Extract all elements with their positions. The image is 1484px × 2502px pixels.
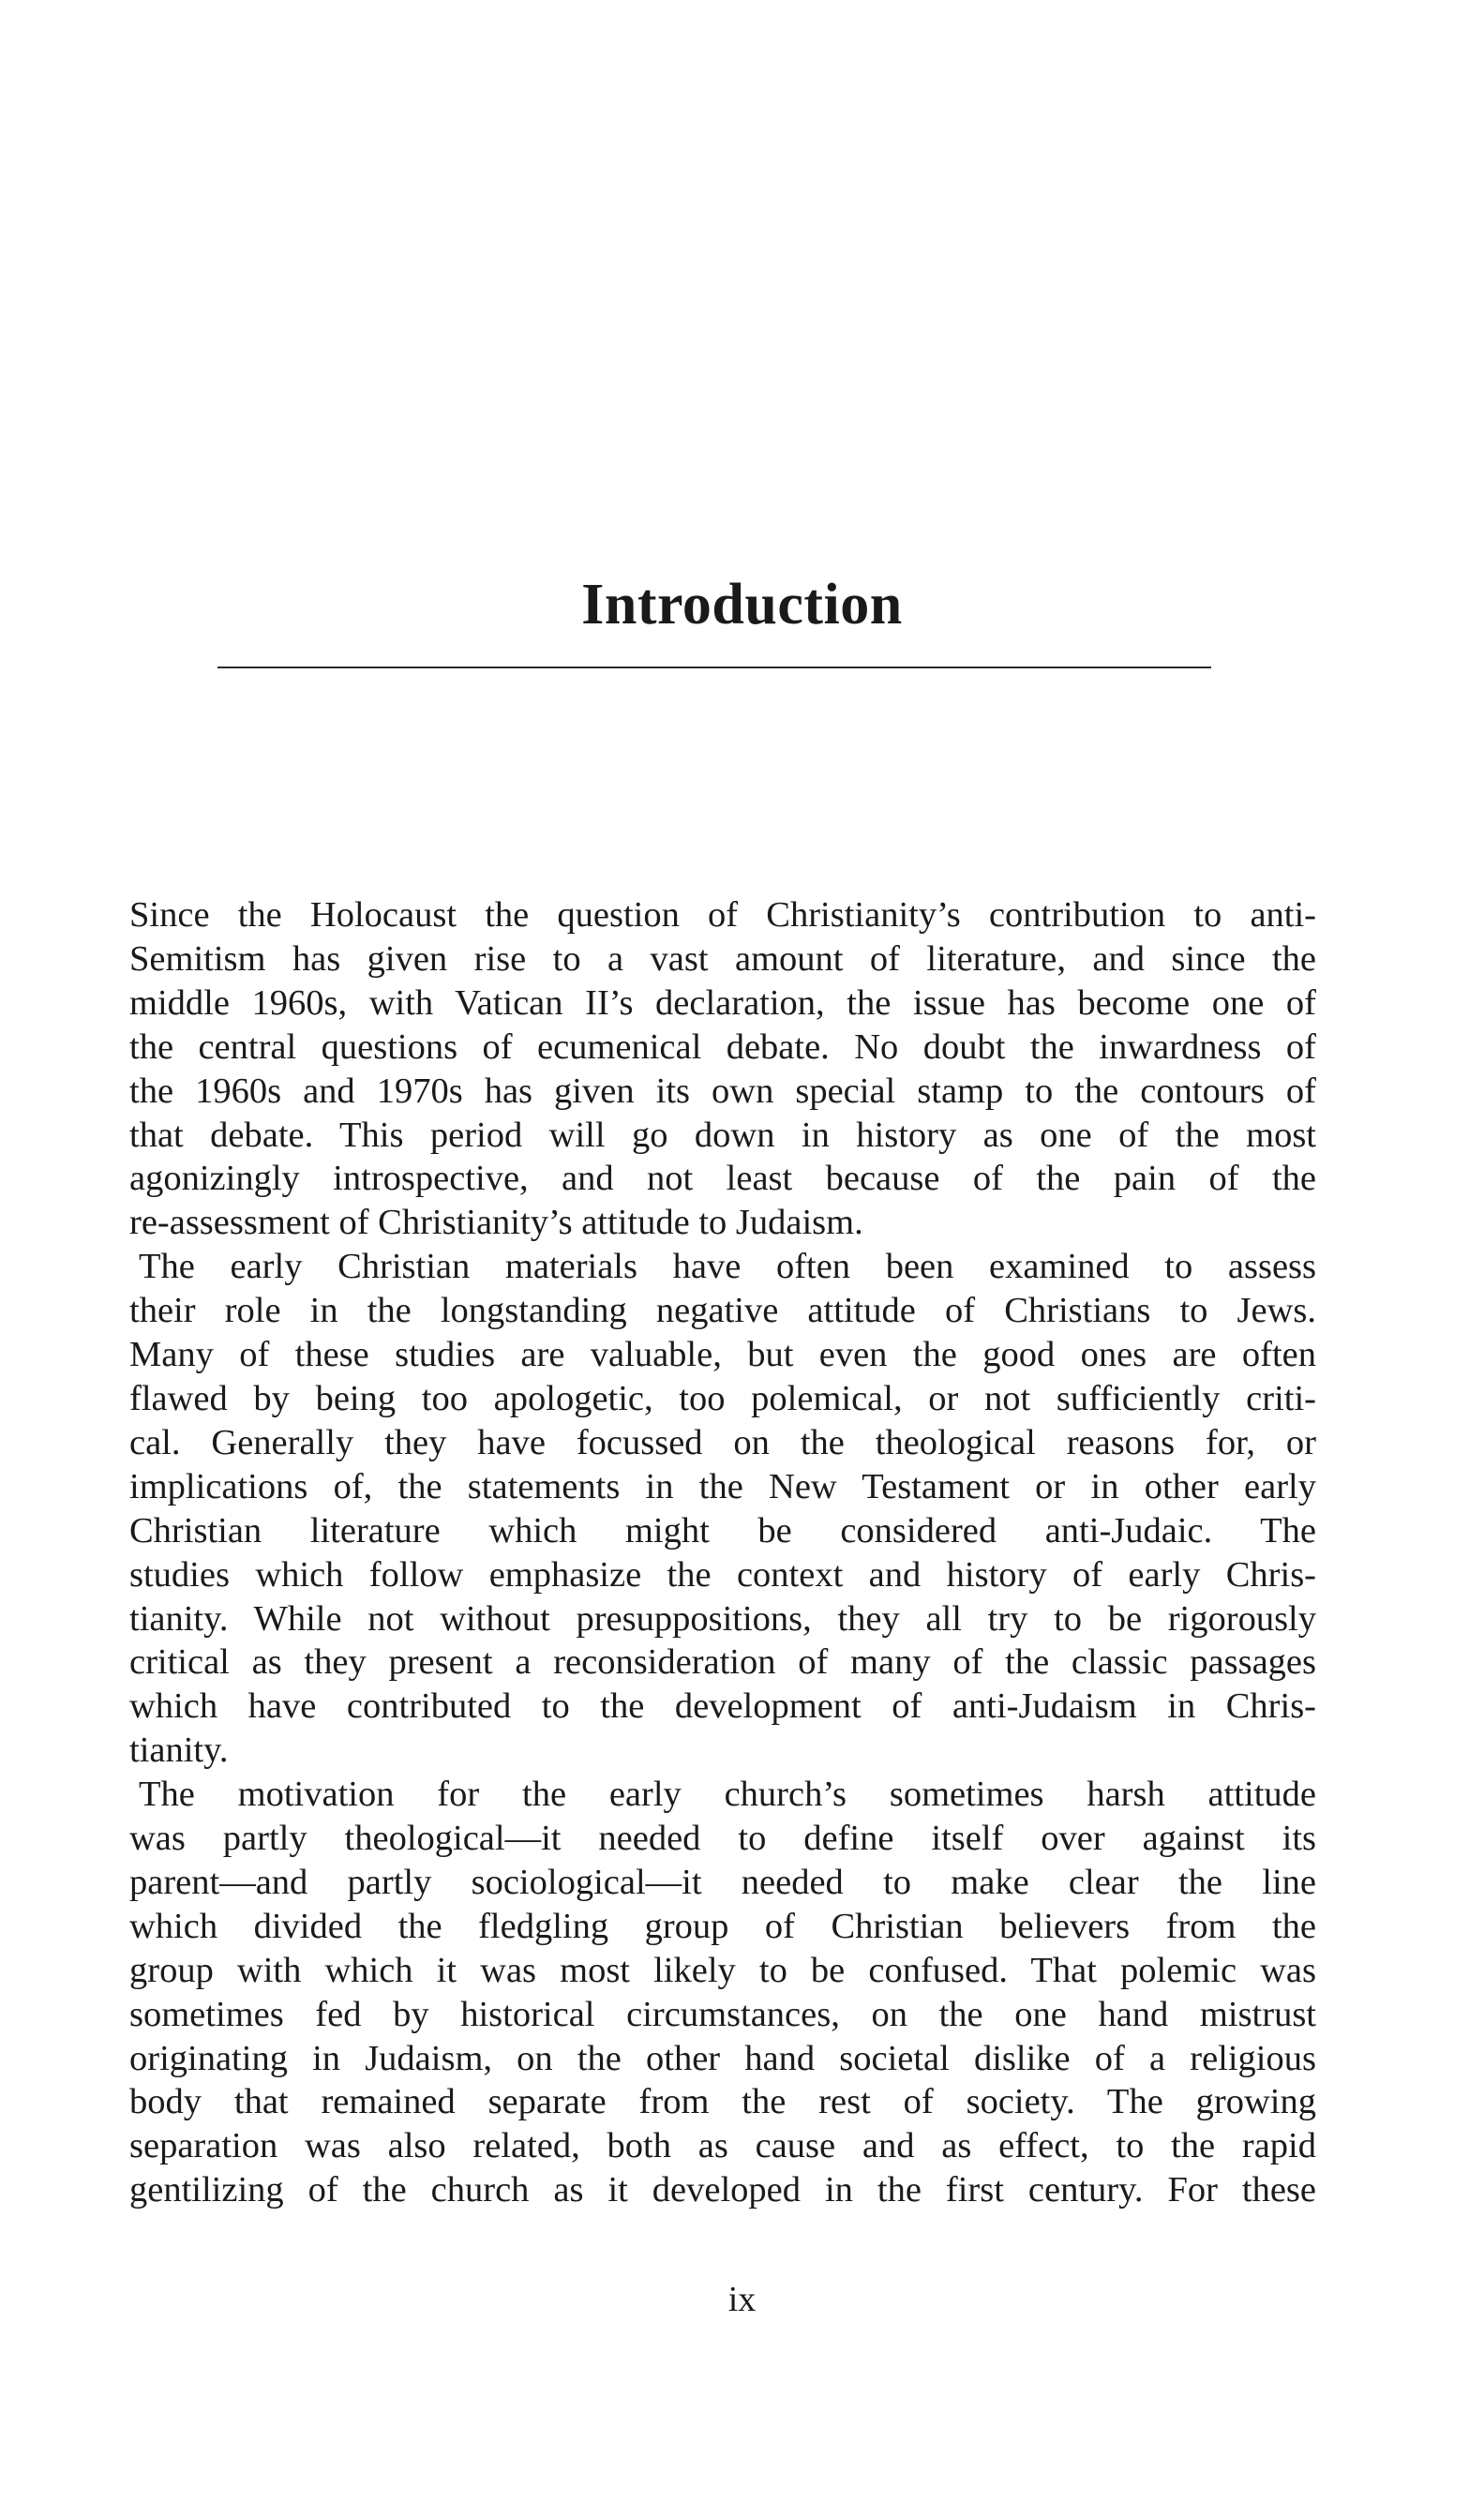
text-line: Many of these studies are valuable, but even the good ones are often bbox=[129, 1335, 1316, 1375]
text-line: The motivation for the early church’s sometimes harsh attitude bbox=[139, 1775, 1316, 1815]
text-line: the 1960s and 1970s has given its own special stamp to the contours of bbox=[129, 1071, 1316, 1111]
text-line: was partly theological—it needed to define itself over against its bbox=[129, 1819, 1316, 1859]
text-line: that debate. This period will go down in history as one of the most bbox=[129, 1115, 1316, 1155]
text-line: agonizingly introspective, and not least because of the pain of the bbox=[129, 1159, 1316, 1199]
text-line: tianity. bbox=[129, 1730, 229, 1771]
text-line: Christian literature which might be considered anti-Judaic. The bbox=[129, 1510, 1316, 1551]
text-line: studies which follow emphasize the context and history of early Chris- bbox=[129, 1554, 1316, 1595]
text-line: Semitism has given rise to a vast amount of literature, and since the bbox=[129, 938, 1316, 979]
text-line: which divided the fledgling group of Christian believers from the bbox=[129, 1906, 1316, 1946]
text-line: separation was also related, both as cause and as effect, to the rapid bbox=[129, 2126, 1316, 2166]
text-line: cal. Generally they have focussed on the theological reasons for, or bbox=[129, 1422, 1316, 1462]
text-line: middle 1960s, with Vatican II’s declaration, the issue has become one of bbox=[129, 982, 1316, 1023]
page-number: ix bbox=[727, 2280, 757, 2319]
text-line: which have contributed to the development of anti-Judaism in Chris- bbox=[129, 1686, 1316, 1727]
title-rule bbox=[217, 667, 1211, 668]
text-line: re-assessment of Christianity’s attitude to Judaism. bbox=[129, 1203, 863, 1243]
paragraph bbox=[129, 1245, 1316, 1773]
text-line: flawed by being too apologetic, too polemical, or not sufficiently criti- bbox=[129, 1378, 1316, 1418]
chapter-title: Introduction bbox=[581, 573, 903, 637]
body-text bbox=[129, 893, 1316, 2212]
text-line: originating in Judaism, on the other hand societal dislike of a religious bbox=[129, 2038, 1316, 2078]
text-line: the central questions of ecumenical debate. No doubt the inwardness of bbox=[129, 1026, 1316, 1067]
text-line: parent—and partly sociological—it needed to make clear the line bbox=[129, 1862, 1316, 1902]
text-line: Since the Holocaust the question of Christianity’s contribution to anti- bbox=[129, 895, 1316, 935]
paragraph bbox=[129, 1773, 1316, 2212]
text-line: sometimes fed by historical circumstances, on the one hand mistrust bbox=[129, 1994, 1316, 2034]
text-line: gentilizing of the church as it developed in the first century. For these bbox=[129, 2170, 1316, 2210]
text-line: implications of, the statements in the New Testament or in other early bbox=[129, 1466, 1316, 1506]
text-line: their role in the longstanding negative attitude of Christians to Jews. bbox=[129, 1291, 1316, 1331]
text-line: critical as they present a reconsideration of many of the classic passages bbox=[129, 1642, 1316, 1683]
text-line: group with which it was most likely to be confused. That polemic was bbox=[129, 1950, 1316, 1990]
text-line: The early Christian materials have often been examined to assess bbox=[139, 1247, 1316, 1287]
text-line: body that remained separate from the rest of society. The growing bbox=[129, 2082, 1316, 2122]
paragraph bbox=[129, 893, 1316, 1245]
text-line: tianity. While not without presuppositions, they all try to be rigorously bbox=[129, 1598, 1316, 1639]
